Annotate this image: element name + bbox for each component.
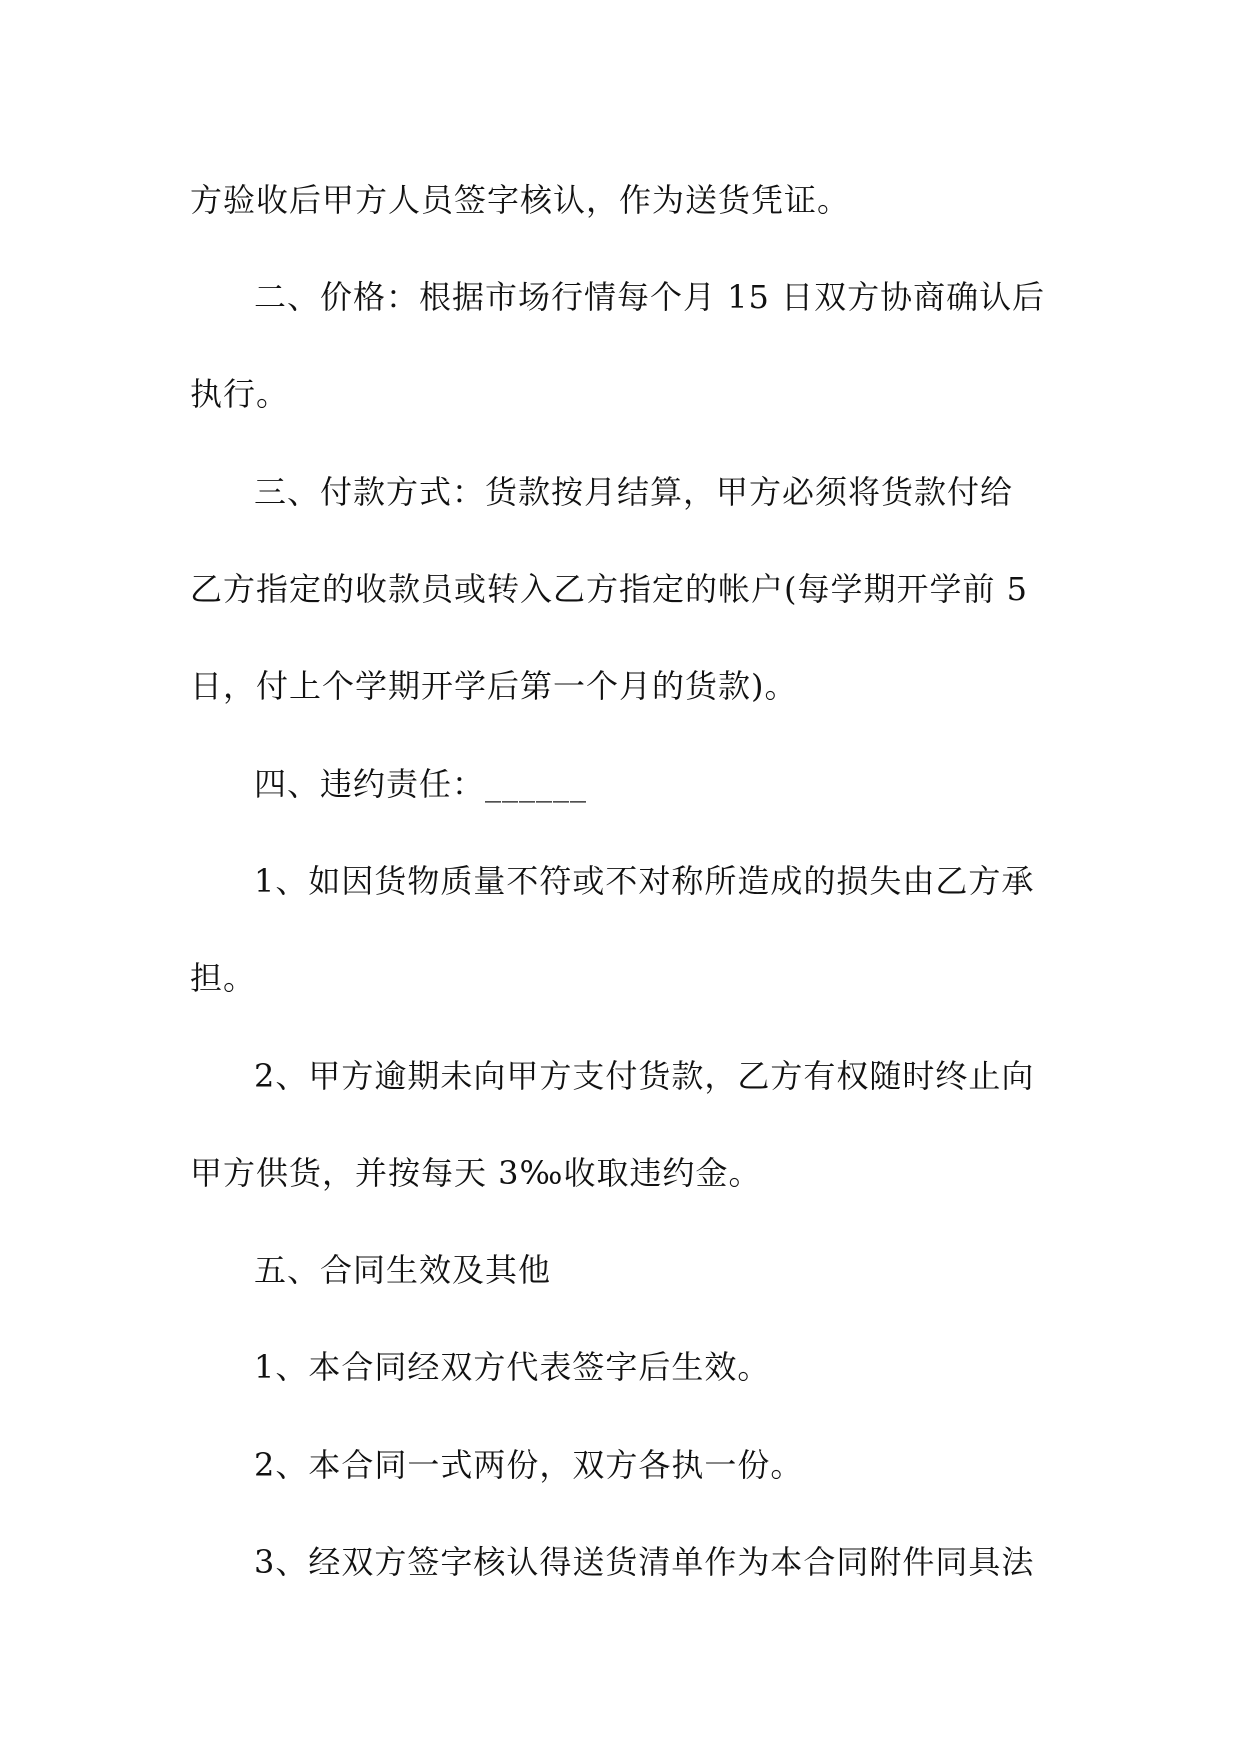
paragraph-line: 乙方指定的收款员或转入乙方指定的帐户(每学期开学前 5 [190, 570, 1029, 608]
paragraph-line: 3、经双方签字核认得送货清单作为本合同附件同具法 [254, 1543, 1035, 1581]
paragraph-line: 担。 [190, 959, 257, 997]
paragraph-line: 1、本合同经双方代表签字后生效。 [254, 1348, 771, 1386]
paragraph-line: 日，付上个学期开学后第一个月的货款)。 [190, 667, 798, 705]
section-heading: 五、合同生效及其他 [254, 1251, 552, 1289]
paragraph-line: 三、付款方式：货款按月结算，甲方必须将货款付给 [254, 473, 1014, 511]
paragraph-line: 执行。 [190, 375, 290, 413]
paragraph-line: 2、甲方逾期未向甲方支付货款，乙方有权随时终止向 [254, 1057, 1035, 1095]
paragraph-line: 二、价格：根据市场行情每个月 15 日双方协商确认后 [254, 278, 1046, 316]
paragraph-line: 甲方供货，并按每天 3‰收取违约金。 [190, 1154, 762, 1192]
paragraph-line: 方验收后甲方人员签字核认，作为送货凭证。 [190, 181, 851, 219]
paragraph-line: 1、如因货物质量不符或不对称所造成的损失由乙方承 [254, 862, 1035, 900]
paragraph-line: 四、违约责任：______ [254, 765, 588, 803]
paragraph-line: 2、本合同一式两份，双方各执一份。 [254, 1446, 804, 1484]
